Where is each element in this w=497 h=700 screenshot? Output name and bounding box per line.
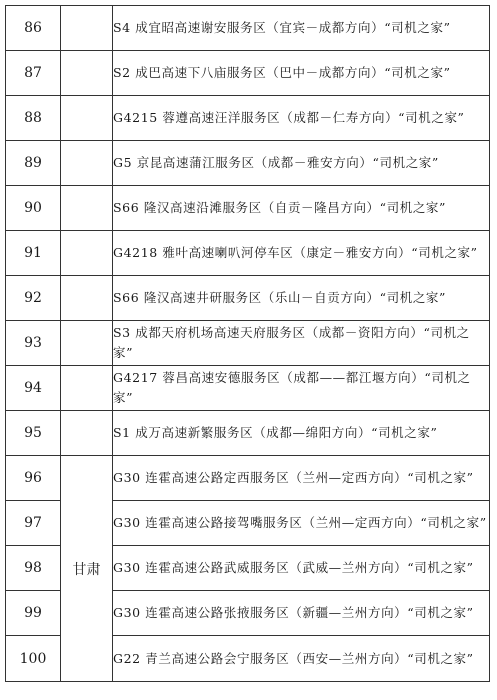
service-area-name: G22 青兰高速公路会宁服务区（西安—兰州方向）“司机之家”	[113, 636, 490, 682]
table-row	[6, 231, 490, 276]
service-area-name: S3 成都天府机场高速天府服务区（成都－资阳方向）“司机之家”	[113, 321, 490, 366]
service-area-name: G30 连霍高速公路武威服务区（武威—兰州方向）“司机之家”	[113, 546, 490, 591]
table-row	[6, 411, 490, 456]
service-area-name: G5 京昆高速蒲江服务区（成都－雅安方向）“司机之家”	[113, 141, 490, 186]
province-cell	[61, 186, 113, 231]
province-cell	[61, 321, 113, 366]
row-number: 90	[6, 186, 61, 231]
province-cell-gansu: 甘肃	[61, 456, 113, 682]
row-number: 98	[6, 546, 61, 591]
table-row	[6, 96, 490, 141]
table-row	[6, 51, 490, 96]
province-cell	[61, 411, 113, 456]
row-number: 86	[6, 6, 61, 51]
province-cell	[61, 231, 113, 276]
service-area-name: G30 连霍高速公路接驾嘴服务区（兰州—定西方向）“司机之家”	[113, 501, 490, 546]
table-row	[6, 276, 490, 321]
row-number: 94	[6, 366, 61, 411]
service-area-table	[5, 5, 490, 682]
province-cell	[61, 51, 113, 96]
province-cell	[61, 96, 113, 141]
province-cell	[61, 6, 113, 51]
row-number: 96	[6, 456, 61, 501]
row-number: 100	[6, 636, 61, 682]
row-number: 97	[6, 501, 61, 546]
service-area-name: G4215 蓉遵高速汪洋服务区（成都－仁寿方向）“司机之家”	[113, 96, 490, 141]
row-number: 88	[6, 96, 61, 141]
service-area-name: S2 成巴高速下八庙服务区（巴中－成都方向）“司机之家”	[113, 51, 490, 96]
service-area-name: S4 成宜昭高速谢安服务区（宜宾－成都方向）“司机之家”	[113, 6, 490, 51]
row-number: 87	[6, 51, 61, 96]
row-number: 91	[6, 231, 61, 276]
service-area-name: G30 连霍高速公路定西服务区（兰州—定西方向）“司机之家”	[113, 456, 490, 501]
province-cell	[61, 366, 113, 411]
row-number: 93	[6, 321, 61, 366]
table-row	[6, 366, 490, 411]
table-row	[6, 321, 490, 366]
service-area-name: S1 成万高速新繁服务区（成都—绵阳方向）“司机之家”	[113, 411, 490, 456]
service-area-name: S66 隆汉高速沿滩服务区（自贡－隆昌方向）“司机之家”	[113, 186, 490, 231]
table-row	[6, 456, 490, 501]
table-row	[6, 6, 490, 51]
province-cell	[61, 276, 113, 321]
row-number: 95	[6, 411, 61, 456]
service-area-name: G4218 雅叶高速喇叭河停车区（康定－雅安方向）“司机之家”	[113, 231, 490, 276]
row-number: 89	[6, 141, 61, 186]
table-row	[6, 186, 490, 231]
table-row	[6, 141, 490, 186]
service-area-name: G4217 蓉昌高速安德服务区（成都——都江堰方向）“司机之家”	[113, 366, 490, 411]
service-area-name: G30 连霍高速公路张掖服务区（新疆—兰州方向）“司机之家”	[113, 591, 490, 636]
row-number: 92	[6, 276, 61, 321]
service-area-name: S66 隆汉高速井研服务区（乐山－自贡方向）“司机之家”	[113, 276, 490, 321]
row-number: 99	[6, 591, 61, 636]
province-cell	[61, 141, 113, 186]
